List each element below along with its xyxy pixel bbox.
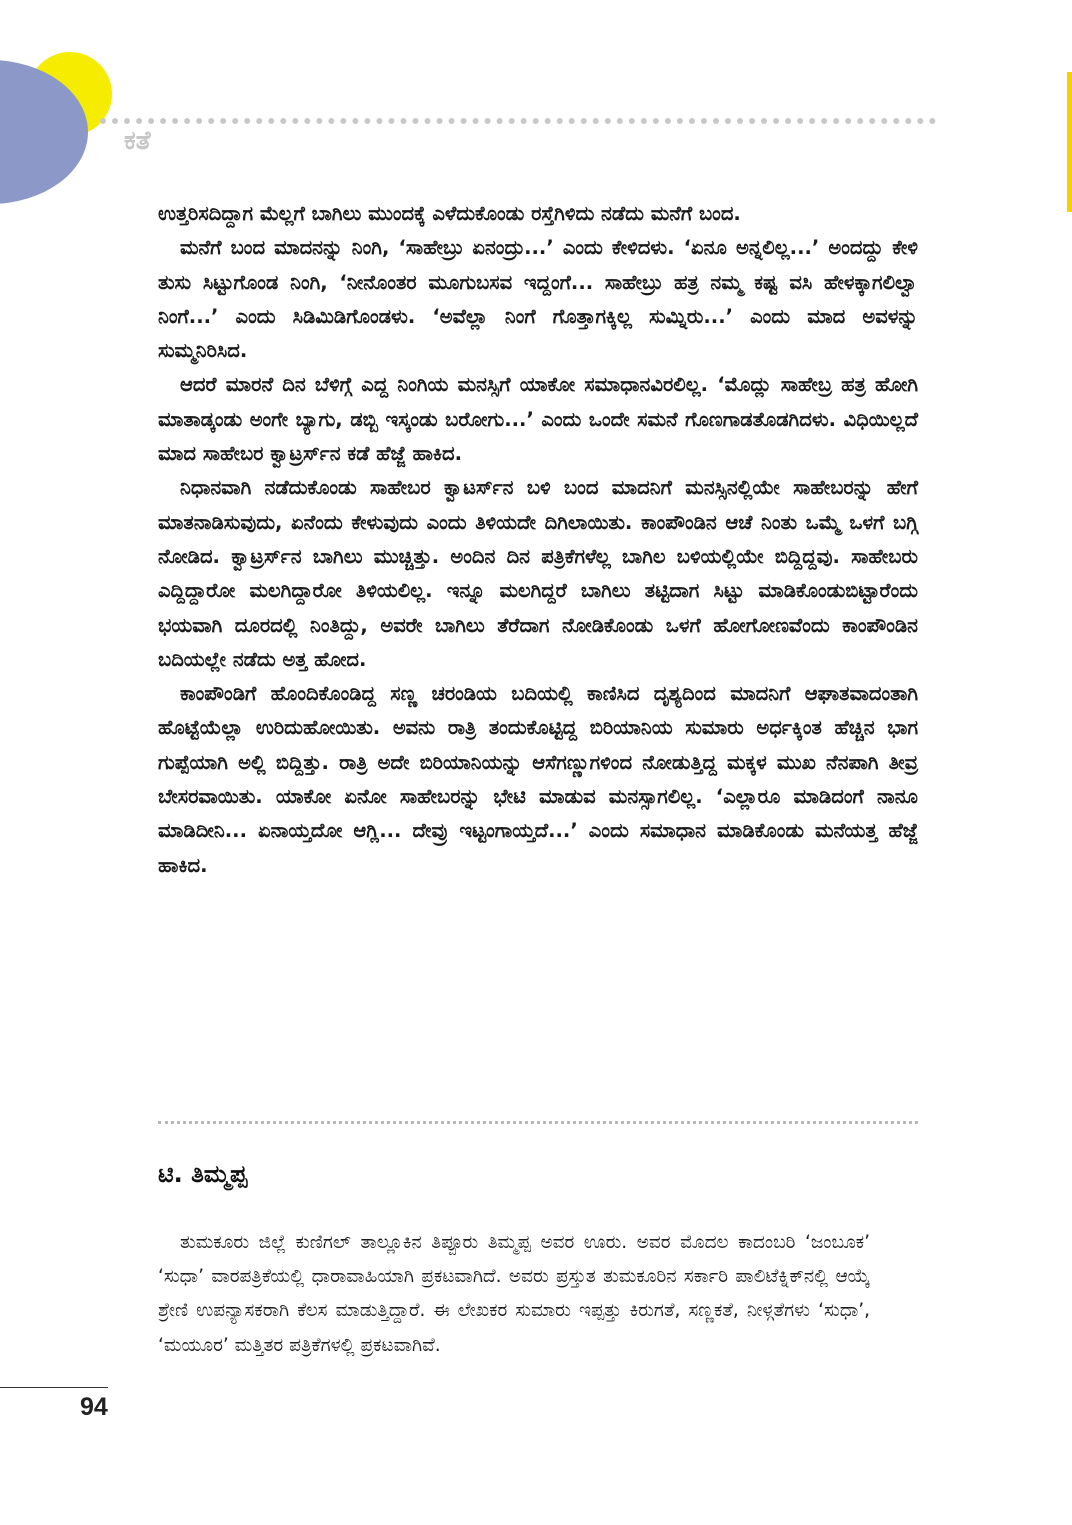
decorative-edge-bar: [1067, 72, 1072, 212]
header-dotted-rule: [100, 118, 936, 124]
story-body: [158, 197, 918, 883]
author-name: ಟಿ. ತಿಮ್ಮಪ್ಪ: [158, 1160, 248, 1188]
story-paragraph: ಕಾಂಪೌಂಡಿಗೆ ಹೊಂದಿಕೊಂಡಿದ್ದ ಸಣ್ಣ ಚರಂಡಿಯ ಬದಿಯಲ್ಲಿ ಕಾಣಿಸಿದ ದೃಶ್ಯದಿಂದ ಮಾದನಿಗೆ ಆಘಾತವಾದಂತಾಗಿ ಹೊಟ್ಟೆಯೆಲ್ಲಾ ಉರಿದುಹೋಯಿತು. ಅವನು ರಾತ್ರಿ ತಂದುಕೊಟ್ಟಿದ್ದ ಬಿರಿಯಾನಿಯ ಸುಮಾರು ಅರ್ಧಕ್ಕಿಂತ ಹೆಚ್ಚಿನ ಭಾಗ ಗುಪ್ಪೆಯಾಗಿ ಅಲ್ಲಿ ಬಿದ್ದಿತ್ತು. ರಾತ್ರಿ ಅದೇ ಬಿರಿಯಾನಿಯನ್ನು ಆಸೆಗಣ್ಣುಗಳಿಂದ ನೋಡುತ್ತಿದ್ದ ಮಕ್ಕಳ ಮುಖ ನೆನಪಾಗಿ ತೀವ್ರ ಬೇಸರವಾಯಿತು. ಯಾಕೋ ಏನೋ ಸಾಹೇಬರನ್ನು ಭೇಟಿ ಮಾಡುವ ಮನಸ್ಸಾಗಲಿಲ್ಲ. ‘ಎಲ್ಲಾರೂ ಮಾಡಿದಂಗೆ ನಾನೂ ಮಾಡಿದೀನಿ... ಏನಾಯ್ತದೋ ಆಗ್ಲಿ... ದೇವ್ರು ಇಟ್ಟಂಗಾಯ್ತದೆ...’ ಎಂದು ಸಮಾಧಾನ ಮಾಡಿಕೊಂಡು ಮನೆಯತ್ತ ಹೆಜ್ಜೆ ಹಾಕಿದ.: [158, 682, 918, 877]
author-bio: [158, 1226, 870, 1363]
page-number-rule: [0, 1387, 108, 1388]
section-label: ಕತೆ: [124, 126, 151, 156]
page-number: 94: [80, 1393, 108, 1421]
story-paragraph: ಆದರೆ ಮಾರನೆ ದಿನ ಬೆಳಿಗ್ಗೆ ಎದ್ದ ನಿಂಗಿಯ ಮನಸ್ಸಿಗೆ ಯಾಕೋ ಸಮಾಧಾನವಿರಲಿಲ್ಲ. ‘ಮೊದ್ಲು ಸಾಹೇಬ್ರ ಹತ್ರ ಹೋಗಿ ಮಾತಾಡ್ಕಂಡು ಅಂಗೇ ಬ್ಯಾಗು, ಡಬ್ಬಿ ಇಸ್ಕಂಡು ಬರೋಗು...’ ಎಂದು ಒಂದೇ ಸಮನೆ ಗೊಣಗಾಡತೊಡಗಿದಳು. ವಿಧಿಯಿಲ್ಲದೆ ಮಾದ ಸಾಹೇಬರ ಕ್ವಾಟ್ರರ್ಸ್‌ನ ಕಡೆ ಹೆಜ್ಜೆ ಹಾಕಿದ.: [158, 373, 918, 466]
story-paragraph: ಉತ್ತರಿಸದಿದ್ದಾಗ ಮೆಲ್ಲಗೆ ಬಾಗಿಲು ಮುಂದಕ್ಕೆ ಎಳೆದುಕೊಂಡು ರಸ್ತೆಗಿಳಿದು ನಡೆದು ಮನೆಗೆ ಬಂದ.: [158, 202, 741, 225]
story-paragraph: ಮನೆಗೆ ಬಂದ ಮಾದನನ್ನು ನಿಂಗಿ, ‘ಸಾಹೇಬ್ರು ಏನಂದ್ರು...’ ಎಂದು ಕೇಳಿದಳು. ‘ಏನೂ ಅನ್ನಲಿಲ್ಲ...’ ಅಂದದ್ದು ಕೇಳಿ ತುಸು ಸಿಟ್ಟುಗೊಂಡ ನಿಂಗಿ, ‘ನೀನೊಂತರ ಮೂಗುಬಸವ ಇದ್ದಂಗೆ... ಸಾಹೇಬ್ರು ಹತ್ರ ನಮ್ಮ ಕಷ್ಟ ವಸಿ ಹೇಳಕ್ಕಾಗಲಿಲ್ವಾ ನಿಂಗೆ...’ ಎಂದು ಸಿಡಿಮಿಡಿಗೊಂಡಳು. ‘ಅವೆಲ್ಲಾ ನಿಂಗೆ ಗೊತ್ತಾಗಕ್ಕಿಲ್ಲ ಸುಮ್ನಿರು...’ ಎಂದು ಮಾದ ಅವಳನ್ನು ಸುಮ್ಮನಿರಿಸಿದ.: [158, 236, 918, 363]
author-bio-paragraph: ತುಮಕೂರು ಜಿಲ್ಲೆ ಕುಣಿಗಲ್ ತಾಲ್ಲೂಕಿನ ತಿಪ್ಪೂರು ತಿಮ್ಮಪ್ಪ ಅವರ ಊರು. ಅವರ ಮೊದಲ ಕಾದಂಬರಿ ‘ಜಂಬೂಕ’ ‘ಸುಧಾ’ ವಾರಪತ್ರಿಕೆಯಲ್ಲಿ ಧಾರಾವಾಹಿಯಾಗಿ ಪ್ರಕಟವಾಗಿದೆ. ಅವರು ಪ್ರಸ್ತುತ ತುಮಕೂರಿನ ಸರ್ಕಾರಿ ಪಾಲಿಟೆಕ್ನಿಕ್‌ನಲ್ಲಿ ಆಯ್ಕೆ ಶ್ರೇಣಿ ಉಪನ್ಯಾಸಕರಾಗಿ ಕೆಲಸ ಮಾಡುತ್ತಿದ್ದಾರೆ. ಈ ಲೇಖಕರ ಸುಮಾರು ಇಪ್ಪತ್ತು ಕಿರುಗತೆ, ಸಣ್ಣಕತೆ, ನೀಳ್ಗತೆಗಳು ‘ಸುಧಾ’, ‘ಮಯೂರ’ ಮತ್ತಿತರ ಪತ್ರಿಕೆಗಳಲ್ಲಿ ಪ್ರಕಟವಾಗಿವೆ.: [158, 1232, 870, 1356]
section-divider: [158, 1121, 918, 1124]
story-paragraph: ನಿಧಾನವಾಗಿ ನಡೆದುಕೊಂಡು ಸಾಹೇಬರ ಕ್ವಾಟರ್ಸ್‌ನ ಬಳಿ ಬಂದ ಮಾದನಿಗೆ ಮನಸ್ಸಿನಲ್ಲಿಯೇ ಸಾಹೇಬರನ್ನು ಹೇಗೆ ಮಾತನಾಡಿಸುವುದು, ಏನೆಂದು ಕೇಳುವುದು ಎಂದು ತಿಳಿಯದೇ ದಿಗಿಲಾಯಿತು. ಕಾಂಪೌಂಡಿನ ಆಚೆ ನಿಂತು ಒಮ್ಮೆ ಒಳಗೆ ಬಗ್ಗಿ ನೋಡಿದ. ಕ್ವಾಟ್ರರ್ಸ್‌ನ ಬಾಗಿಲು ಮುಚ್ಚಿತ್ತು. ಅಂದಿನ ದಿನ ಪತ್ರಿಕೆಗಳೆಲ್ಲ ಬಾಗಿಲ ಬಳಿಯಲ್ಲಿಯೇ ಬಿದ್ದಿದ್ದವು. ಸಾಹೇಬರು ಎದ್ದಿದ್ದಾರೋ ಮಲಗಿದ್ದಾರೋ ತಿಳಿಯಲಿಲ್ಲ. ಇನ್ನೂ ಮಲಗಿದ್ದರೆ ಬಾಗಿಲು ತಟ್ಟಿದಾಗ ಸಿಟ್ಟು ಮಾಡಿಕೊಂಡುಬಿಟ್ಟಾರೆಂದು ಭಯವಾಗಿ ದೂರದಲ್ಲಿ ನಿಂತಿದ್ದು, ಅವರೇ ಬಾಗಿಲು ತೆರೆದಾಗ ನೋಡಿಕೊಂಡು ಒಳಗೆ ಹೋಗೋಣವೆಂದು ಕಾಂಪೌಂಡಿನ ಬದಿಯಲ್ಲೇ ನಡೆದು ಅತ್ತ ಹೋದ.: [158, 476, 918, 671]
